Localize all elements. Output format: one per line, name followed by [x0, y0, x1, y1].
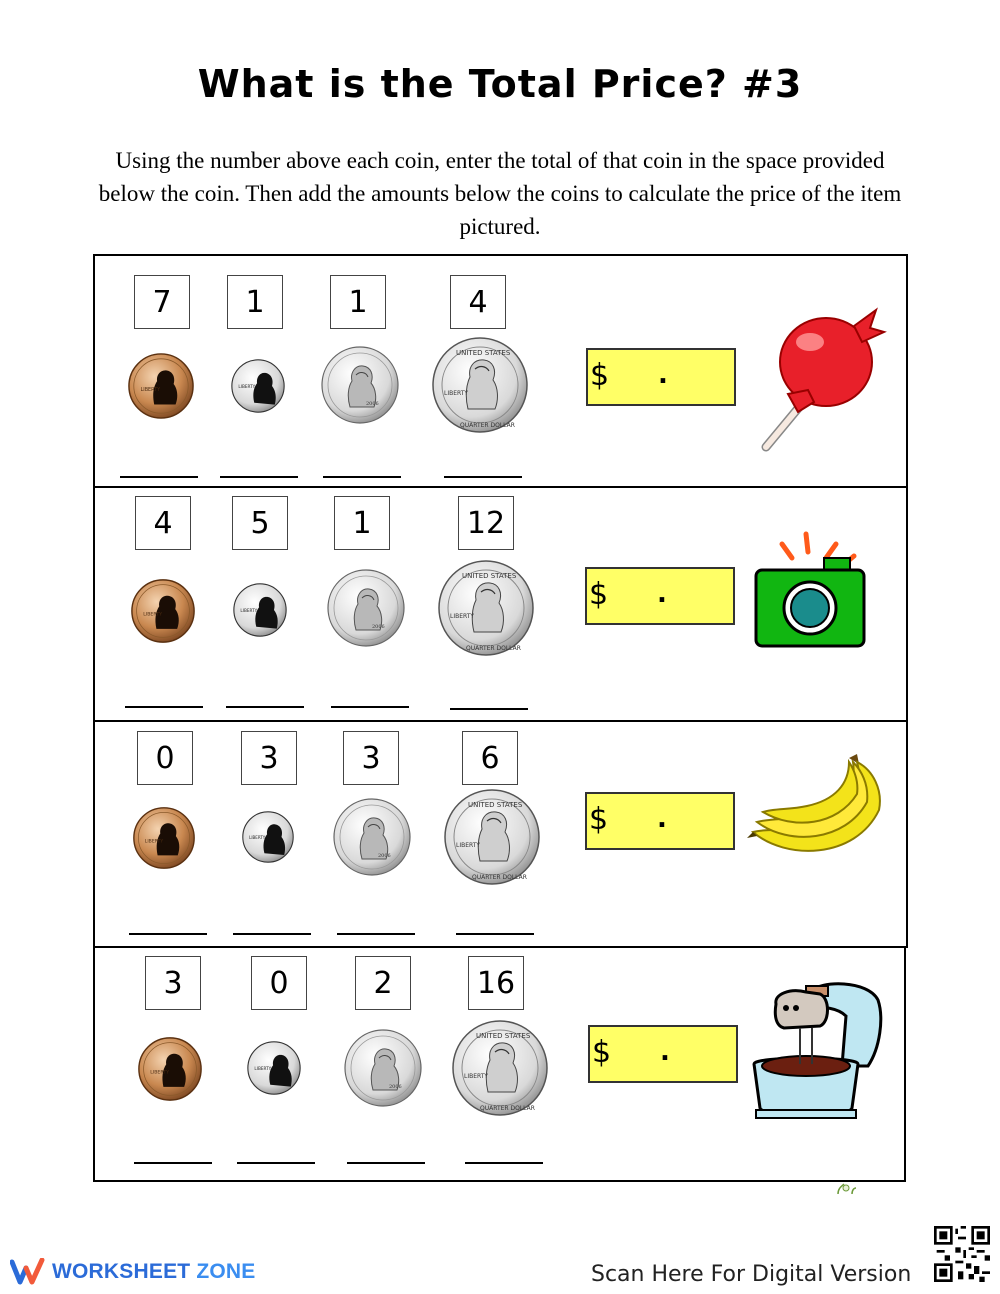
lollipop-icon	[758, 302, 888, 452]
penny-icon	[127, 352, 195, 420]
penny-icon	[132, 806, 196, 870]
quarter-icon	[450, 1018, 550, 1118]
coin-count-nickel: 2	[355, 956, 411, 1010]
sprout-icon	[832, 1182, 860, 1196]
total-price-field[interactable]	[588, 1025, 738, 1083]
coin-count-dime: 3	[241, 731, 297, 785]
coin-count-dime: 1	[227, 275, 283, 329]
dollar-sign: $	[589, 802, 609, 837]
quarter-icon	[430, 335, 530, 435]
coin-count-nickel: 1	[330, 275, 386, 329]
dollar-sign: $	[590, 358, 610, 393]
decimal-point: .	[658, 360, 668, 390]
dime-icon	[230, 358, 286, 414]
coin-count-quarter: 4	[450, 275, 506, 329]
decimal-point: .	[660, 1037, 670, 1067]
answer-blank[interactable]	[456, 933, 534, 935]
worksheet-zone-logo[interactable]	[10, 1258, 256, 1286]
coin-count-penny: 0	[137, 731, 193, 785]
quarter-icon	[436, 558, 536, 658]
decimal-point: .	[657, 579, 667, 609]
coin-count-penny: 7	[134, 275, 190, 329]
answer-blank[interactable]	[220, 476, 298, 478]
coin-count-nickel: 3	[343, 731, 399, 785]
brand-name-main: WORKSHEET	[52, 1260, 191, 1283]
total-price-field[interactable]	[585, 792, 735, 850]
penny-icon	[130, 578, 196, 644]
coin-count-dime: 0	[251, 956, 307, 1010]
brand-name-accent: ZONE	[196, 1260, 256, 1283]
nickel-icon	[320, 345, 400, 425]
coin-count-nickel: 1	[334, 496, 390, 550]
scan-instruction: Scan Here For Digital Version	[591, 1262, 912, 1287]
total-price-field[interactable]	[585, 567, 735, 625]
camera-icon	[750, 522, 870, 652]
coin-count-dime: 5	[232, 496, 288, 550]
page-title: What is the Total Price? #3	[197, 62, 803, 106]
dollar-sign: $	[592, 1035, 612, 1070]
decimal-point: .	[657, 804, 667, 834]
answer-blank[interactable]	[337, 933, 415, 935]
answer-blank[interactable]	[465, 1162, 543, 1164]
qr-code-icon[interactable]	[934, 1226, 990, 1282]
dime-icon	[241, 810, 295, 864]
answer-blank[interactable]	[226, 706, 304, 708]
answer-blank[interactable]	[125, 706, 203, 708]
instructions-text: Using the number above each coin, enter the total of that coin in the space provided below the coin. Then add the amounts below the coins to calculate the price of the item pictured.	[98, 148, 902, 239]
coin-count-quarter: 6	[462, 731, 518, 785]
coin-count-quarter: 12	[458, 496, 514, 550]
answer-blank[interactable]	[120, 476, 198, 478]
total-price-field[interactable]	[586, 348, 736, 406]
answer-blank[interactable]	[233, 933, 311, 935]
answer-blank[interactable]	[237, 1162, 315, 1164]
answer-blank[interactable]	[134, 1162, 212, 1164]
answer-blank[interactable]	[347, 1162, 425, 1164]
coin-count-penny: 4	[135, 496, 191, 550]
answer-blank[interactable]	[444, 476, 522, 478]
answer-blank[interactable]	[331, 706, 409, 708]
nickel-icon	[332, 797, 412, 877]
answer-blank[interactable]	[323, 476, 401, 478]
coin-count-quarter: 16	[468, 956, 524, 1010]
dollar-sign: $	[589, 577, 609, 612]
banana-icon	[745, 750, 890, 870]
answer-blank[interactable]	[129, 933, 207, 935]
penny-icon	[137, 1036, 203, 1102]
worksheet-zone-logo-icon	[10, 1258, 46, 1286]
dime-icon	[246, 1040, 302, 1096]
mixer-icon	[750, 972, 890, 1122]
nickel-icon	[326, 568, 406, 648]
dime-icon	[232, 582, 288, 638]
nickel-icon	[343, 1028, 423, 1108]
brand-name	[52, 1260, 256, 1284]
answer-blank[interactable]	[450, 708, 528, 710]
quarter-icon	[442, 787, 542, 887]
coin-count-penny: 3	[145, 956, 201, 1010]
